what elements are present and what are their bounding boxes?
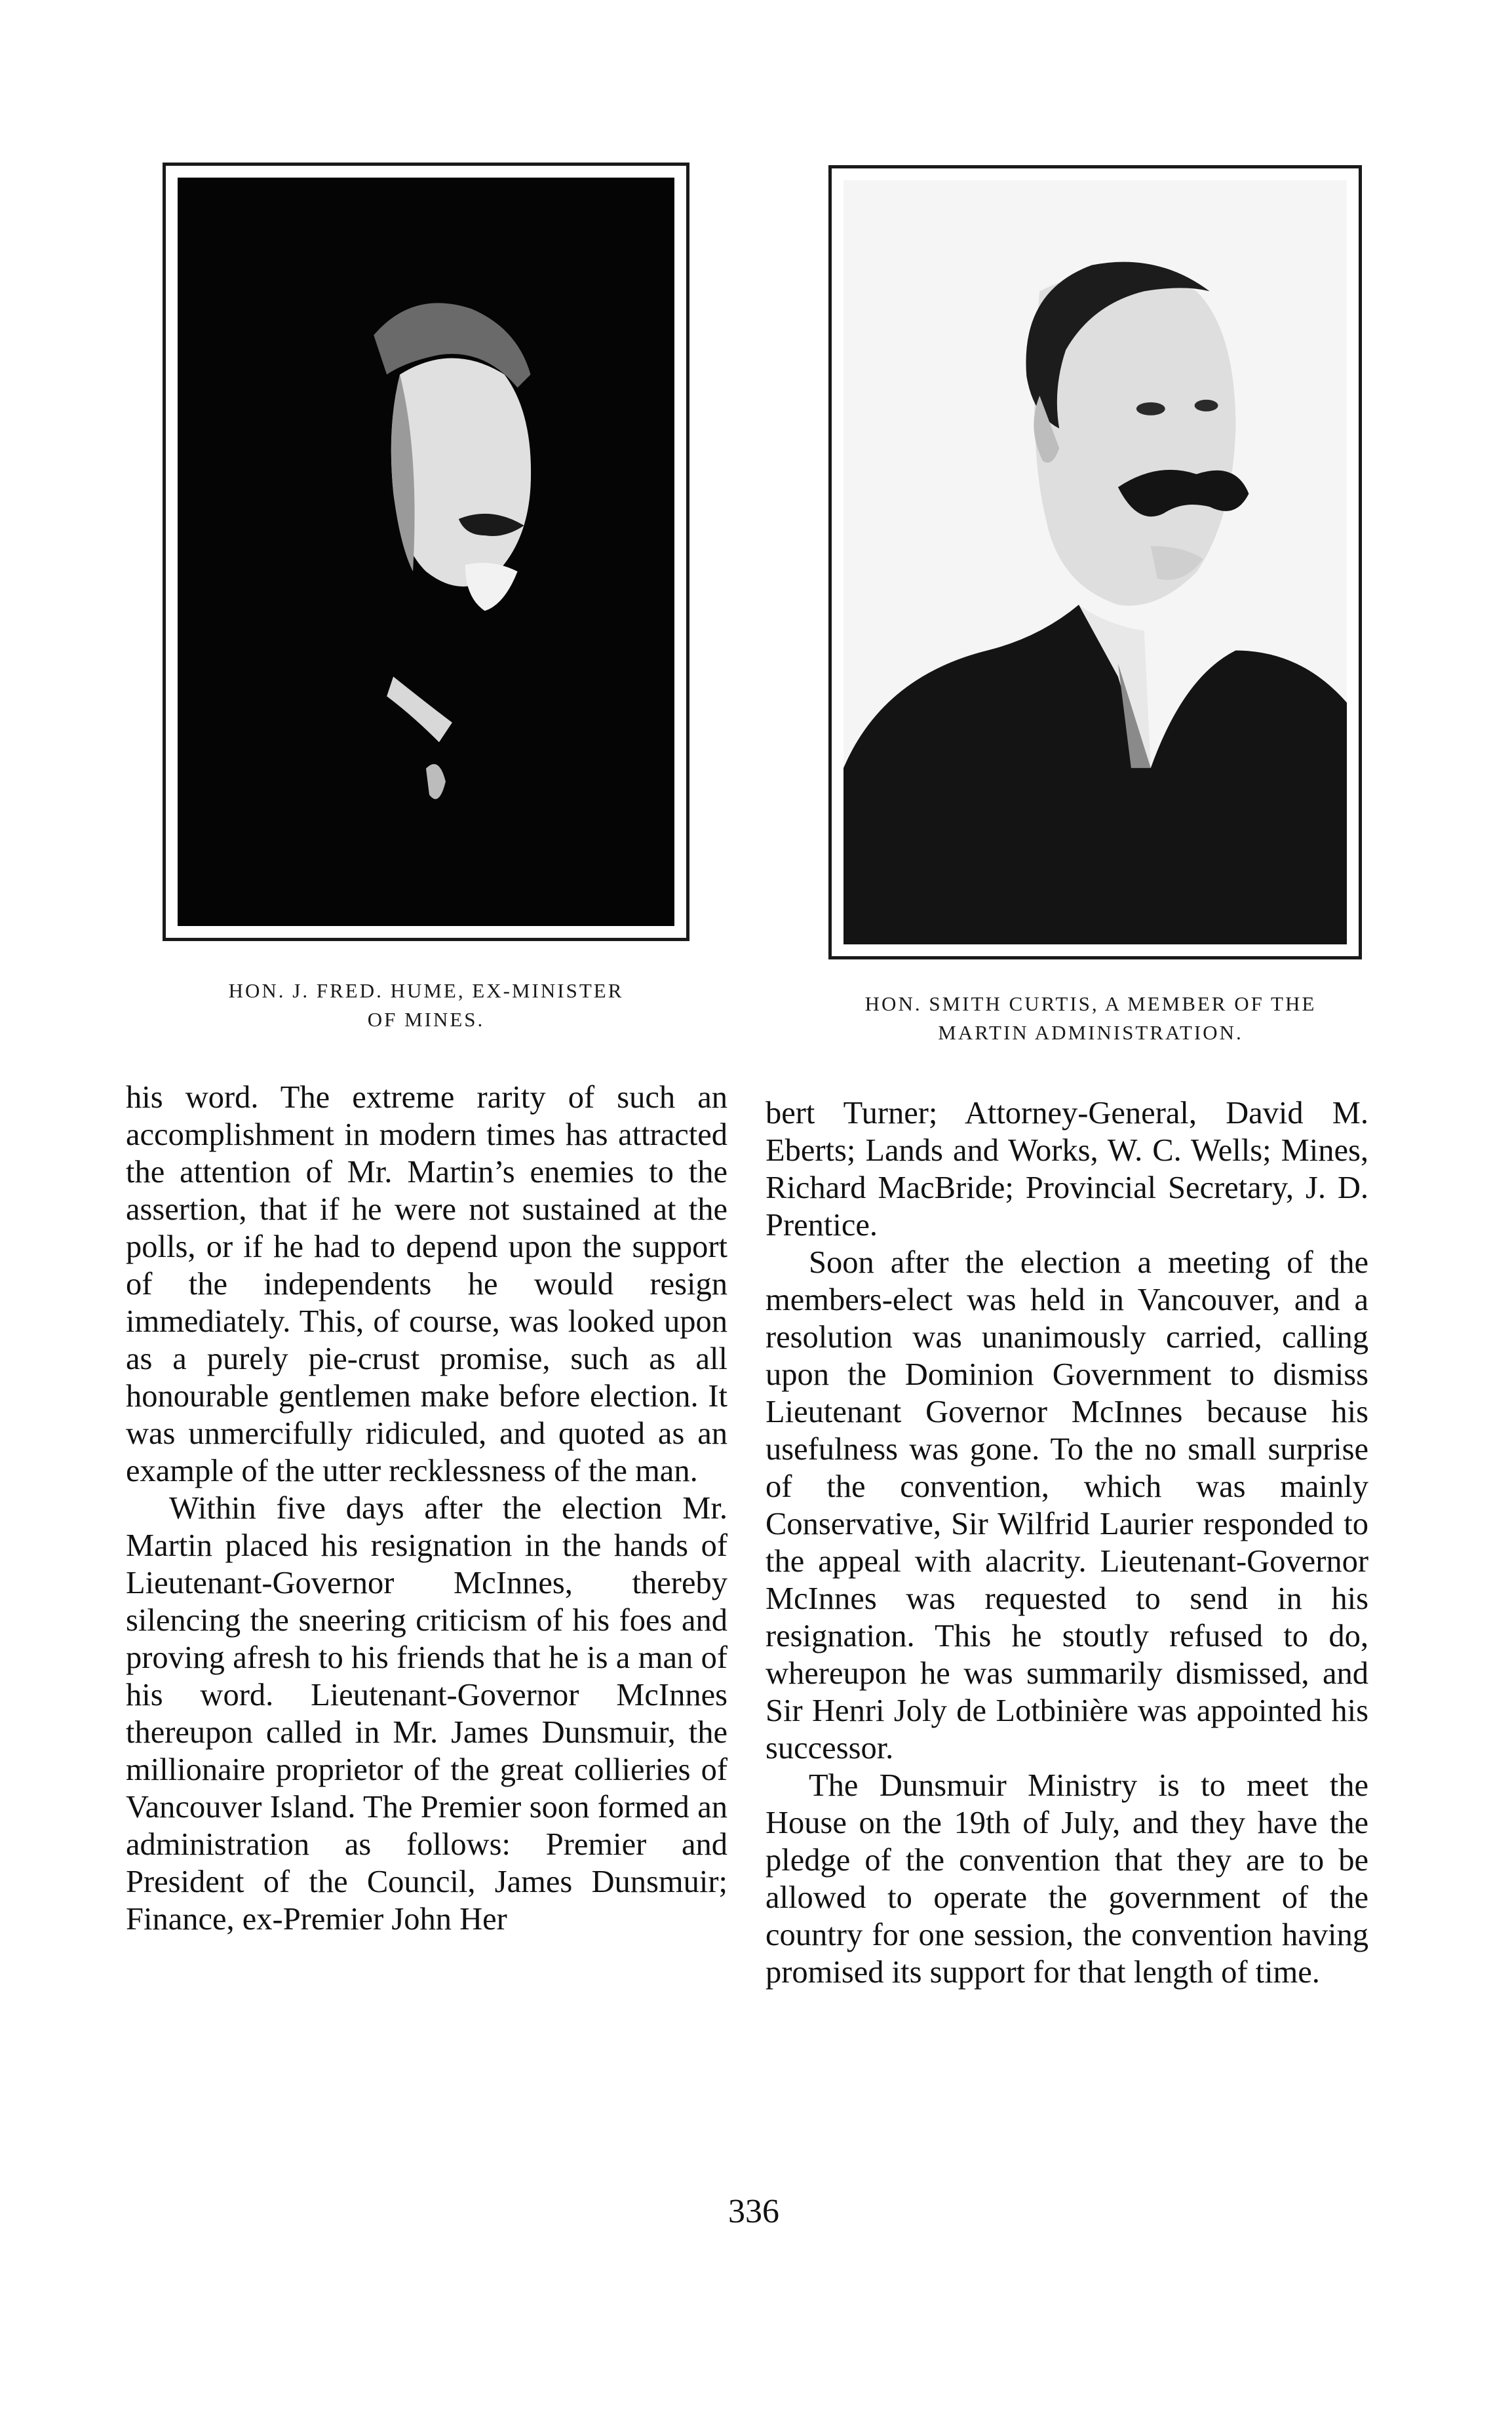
portrait-photo-hume <box>163 163 689 941</box>
caption-line: HON. SMITH CURTIS, A MEMBER OF THE <box>864 992 1317 1015</box>
caption-line: HON. J. FRED. HUME, EX-MINISTER <box>228 979 624 1002</box>
paragraph: Soon after the election a meeting of the members-elect was held in Vancouver, and a resolution was unanimously carried, calling upon the Dominion Government to dismiss Lieutenant Governor McInnes because his usefulness was gone. To the no small surprise of the convention, which was mainly Conservative, Sir Wilfrid Laurier responded to the appeal with alacrity. Lieutenant-Governor McInnes was requested to send in his resignation. This he stoutly refused to do, whereupon he was summarily dismissed, and Sir Henri Joly de Lotbinière was appointed his successor. <box>766 1245 1368 1766</box>
figure-caption-hume <box>163 976 689 1034</box>
caption-line: OF MINES. <box>367 1008 485 1031</box>
paragraph: The Dunsmuir Ministry is to meet the House on the 19th of July, and they have the pledge of the convention that they are to be allowed to operate the government of the country for one session, the convention having promised its support for that length of time. <box>766 1768 1368 1990</box>
paragraph: Within five days after the election Mr. Martin placed his resignation in the hands of Lieutenant-Governor McInnes, thereby silencing the sneering criticism of his foes and proving afresh to his friends that he is a man of his word. Lieutenant-Governor McInnes thereupon called in Mr. James Dunsmuir, the millionaire proprietor of the great collieries of Vancouver Island. The Premier soon formed an administration as follows: Premier and President of the Council, James Dunsmuir; Finance, ex-Premier John Her <box>126 1491 727 1937</box>
paragraph: his word. The extreme rarity of such an accomplishment in modern times has attracted the attention of Mr. Martin’s enemies to the assertion, that if he were not sustained at the polls, or if he had to depend upon the support of the independents he would resign immediately. This, of course, was looked upon as a purely pie-crust promise, such as all honourable gentlemen make before election. It was unmercifully ridiculed, and quoted as an example of the utter recklessness of the man. <box>126 1080 727 1488</box>
right-text-column <box>766 1094 1368 1991</box>
caption-line: MARTIN ADMINISTRATION. <box>938 1021 1243 1044</box>
portrait-hume-image <box>178 178 674 926</box>
portrait-curtis-image <box>843 180 1347 944</box>
figure-caption-curtis <box>796 990 1386 1047</box>
portrait-photo-curtis <box>828 165 1362 959</box>
page-number: 336 <box>728 2193 779 2230</box>
left-text-column <box>126 1079 727 1938</box>
paragraph: bert Turner; Attorney-General, David M. Eberts; Lands and Works, W. C. Wells; Mines, Richard MacBride; Provincial Secretary, J. D. Prentice. <box>766 1096 1368 1243</box>
